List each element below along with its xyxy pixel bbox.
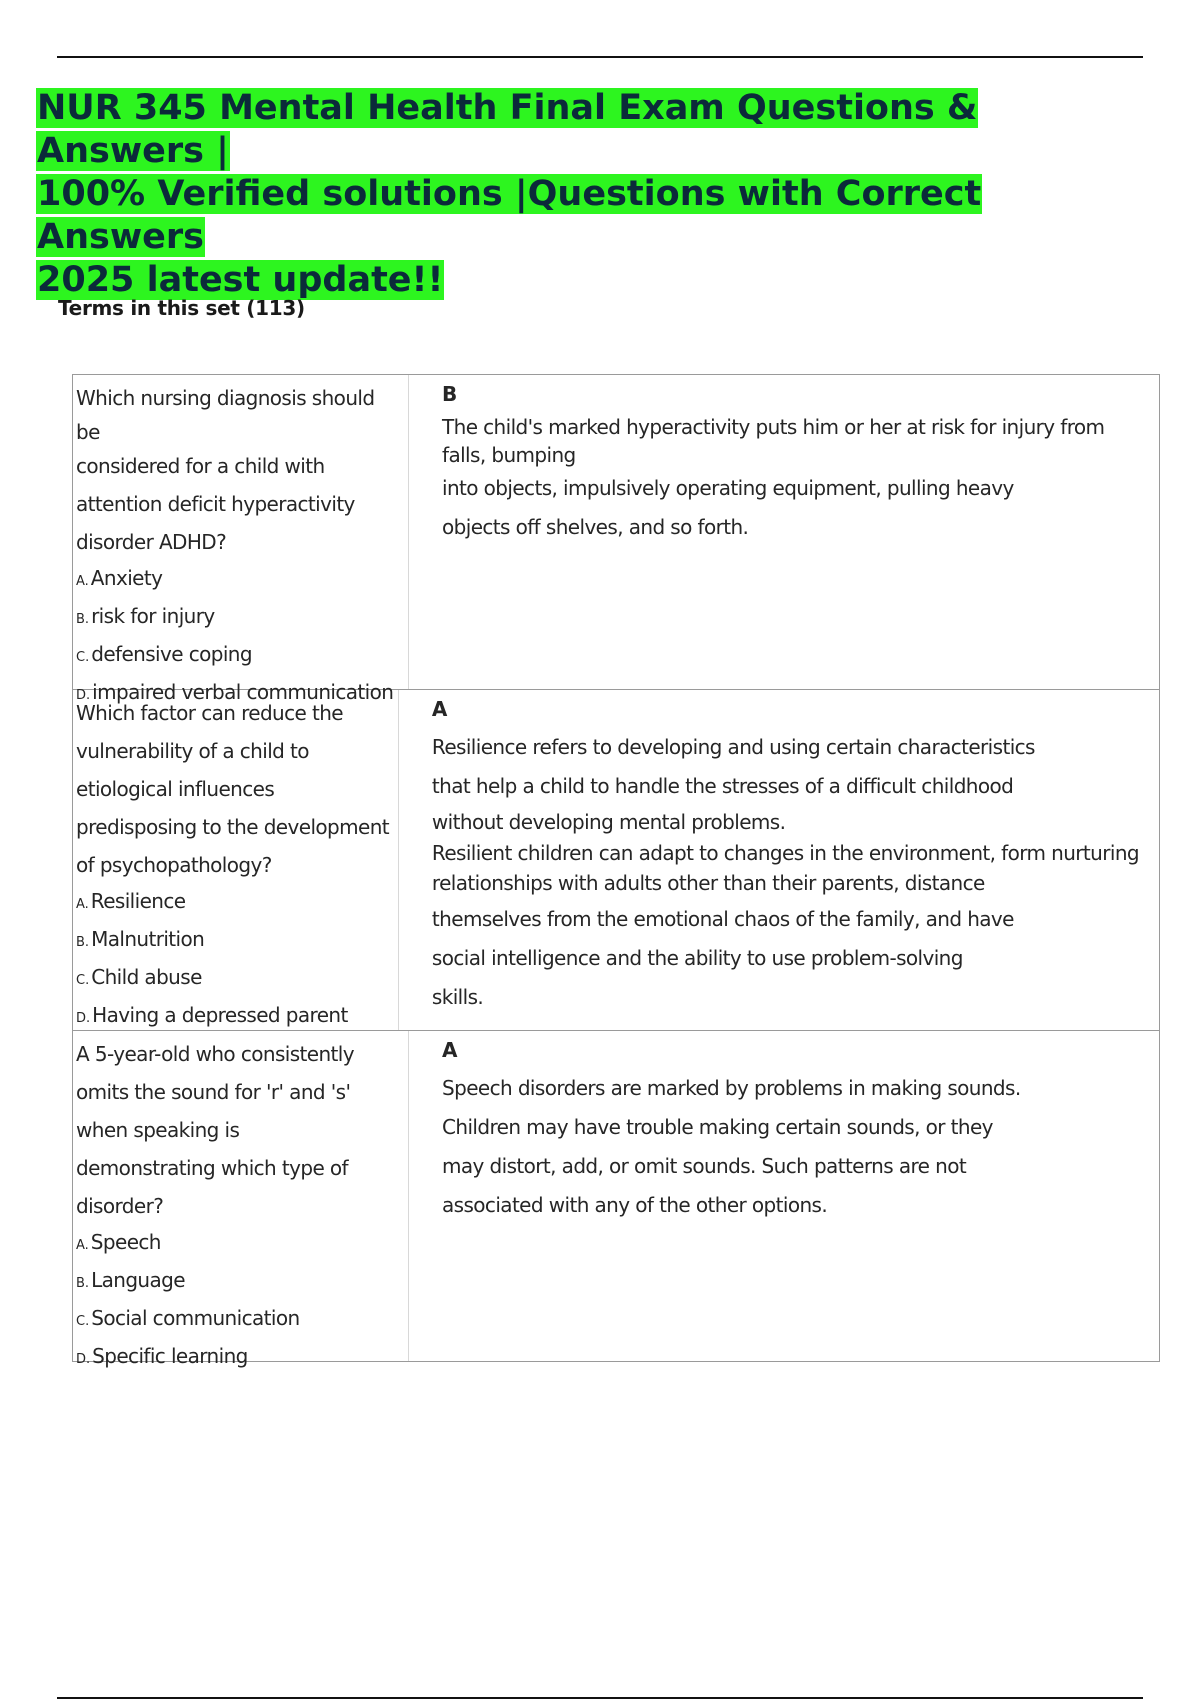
explanation-line: The child's marked hyperactivity puts him or her at risk for injury from [442, 415, 1105, 439]
question-line: when speaking is [76, 1118, 240, 1142]
explanation-line: relationships with adults other than their parents, distance [431, 871, 985, 895]
option-d: D. Having a depressed parent [76, 1003, 348, 1027]
explanation-line: associated with any of the other options. [442, 1193, 828, 1217]
option-c: C. Social communication [76, 1306, 300, 1330]
card-row [73, 689, 1159, 1030]
question-line: demonstrating which type of [76, 1156, 348, 1180]
explanation-line: may distort, add, or omit sounds. Such patterns are not [442, 1154, 967, 1178]
explanation-line: into objects, impulsively operating equipment, pulling heavy [442, 476, 1014, 500]
question-cell [73, 690, 399, 1030]
question-line: omits the sound for 'r' and 's' [76, 1080, 351, 1104]
explanation-line: objects off shelves, and so forth. [442, 515, 749, 539]
question-line: attention deficit hyperactivity [76, 492, 355, 516]
question-line: considered for a child with [76, 454, 325, 478]
option-c: C. defensive coping [76, 642, 252, 666]
document-title [36, 87, 1136, 302]
question-line: vulnerability of a child to [76, 739, 309, 763]
option-b: B. risk for injury [76, 604, 215, 628]
question-line: of psychopathology? [76, 853, 272, 877]
question-line: Which nursing diagnosis should [76, 386, 375, 410]
answer-cell [409, 1031, 1159, 1361]
terms-count-heading: Terms in this set (113) [58, 296, 305, 320]
answer-letter: B [442, 382, 457, 406]
question-line: predisposing to the development [76, 815, 390, 839]
question-line: A 5-year-old who consistently [76, 1042, 354, 1066]
question-line: disorder ADHD? [76, 530, 227, 554]
explanation-line: Resilience refers to developing and using certain characteristics [431, 735, 1035, 759]
explanation-line: skills. [431, 985, 484, 1009]
explanation-line: falls, bumping [442, 443, 576, 467]
option-b: B. Malnutrition [76, 927, 205, 951]
card-row [73, 1030, 1159, 1368]
explanation-line: Resilient children can adapt to changes in the environment, form nurturing [431, 841, 1139, 865]
question-line: etiological influences [76, 777, 275, 801]
question-line: Which factor can reduce the [76, 701, 344, 725]
question-line: be [76, 420, 100, 444]
top-rule [57, 56, 1143, 58]
explanation-line: social intelligence and the ability to use problem-solving [431, 946, 963, 970]
title-line-2: 100% Verified solutions |Questions with Correct Answers [37, 174, 982, 257]
card-row [73, 375, 1159, 704]
title-line-3: 2025 latest update!! [37, 260, 444, 300]
answer-letter: A [431, 697, 447, 721]
explanation-line: themselves from the emotional chaos of the family, and have [431, 907, 1014, 931]
option-c: C. Child abuse [76, 965, 202, 989]
explanation-line: Children may have trouble making certain sounds, or they [442, 1115, 993, 1139]
explanation-line: without developing mental problems. [431, 810, 786, 834]
option-d: D. Specific learning [76, 1344, 248, 1368]
option-a: A. Resilience [76, 889, 186, 913]
explanation-line: Speech disorders are marked by problems in making sounds. [442, 1076, 1021, 1100]
question-line: disorder? [76, 1194, 164, 1218]
option-a: A. Speech [76, 1230, 161, 1254]
flashcard-table [72, 374, 1160, 1368]
answer-cell [399, 690, 1159, 1030]
option-d: D. impaired verbal communication [76, 680, 394, 704]
question-cell [73, 375, 409, 704]
option-b: B. Language [76, 1268, 185, 1292]
option-a: A. Anxiety [76, 566, 163, 590]
explanation-line: that help a child to handle the stresses of a difficult childhood [431, 774, 1014, 798]
answer-letter: A [442, 1038, 457, 1062]
title-line-1: NUR 345 Mental Health Final Exam Questions & Answers | [37, 88, 978, 171]
answer-cell [409, 375, 1159, 689]
bottom-rule [57, 1697, 1143, 1699]
question-cell [73, 1031, 409, 1368]
